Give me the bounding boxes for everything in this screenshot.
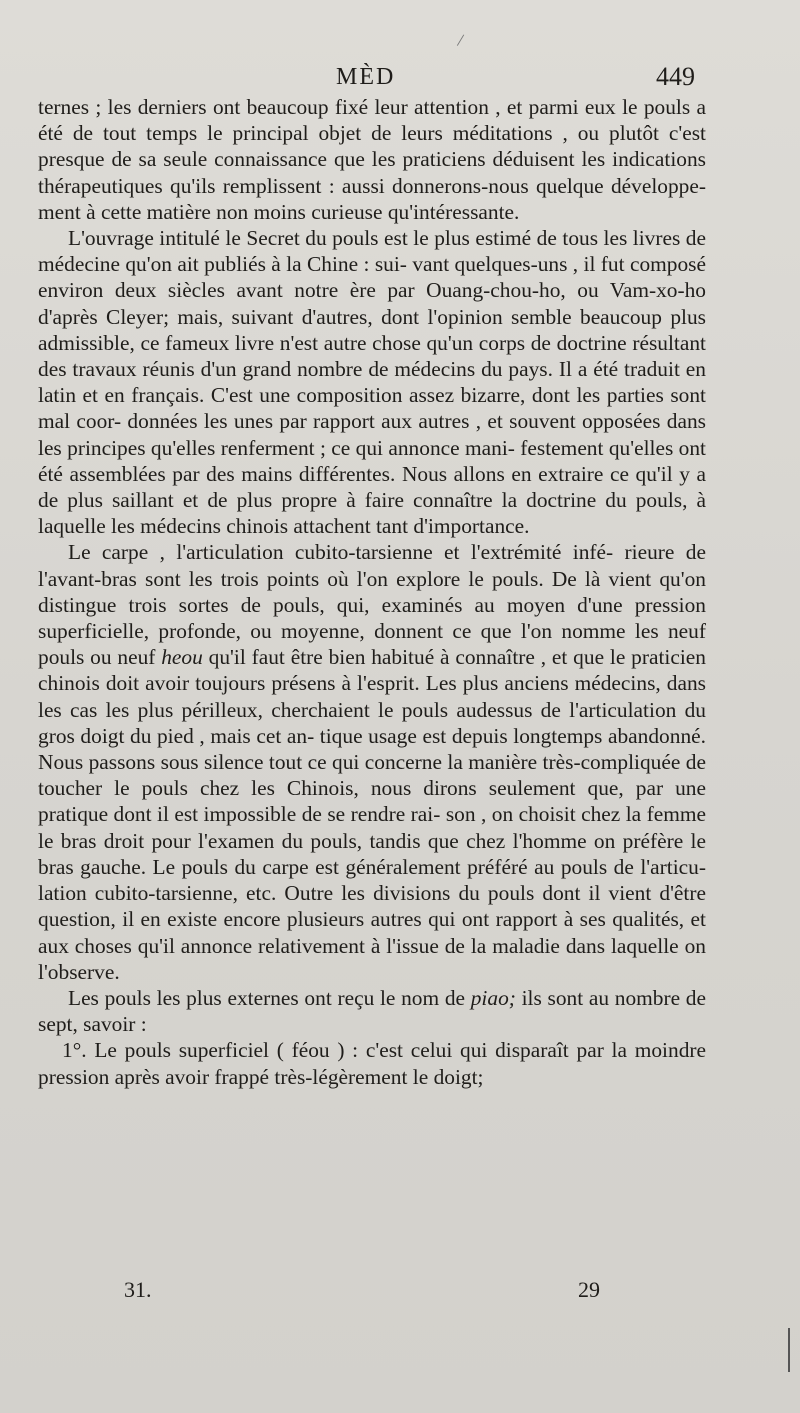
text-line: que les praticiens déduisent les indications thérapeutiques	[38, 147, 706, 198]
text-line: doctrine résultant des travaux réunis d'un grand nombre de	[38, 330, 706, 382]
page-edge-line	[788, 1328, 790, 1372]
italic-term-heou: heou	[161, 645, 203, 670]
text-line: de toucher le pouls chez les Chinois, nous dirons seulement	[38, 750, 706, 801]
text-line: Nous allons en extraire ce qu'il y a de plus saillant et de plus	[38, 461, 707, 513]
running-title: MÈD	[336, 64, 396, 90]
main-text	[38, 94, 706, 1090]
text-line: que, par une pratique dont il est impossible de se rendre rai-	[38, 776, 706, 827]
text-line: chinois doit avoir toujours présens à l'esprit. Les plus anciens	[38, 671, 569, 696]
text-line: ternes ; les derniers ont beaucoup fixé leur attention , et parmi	[38, 95, 579, 119]
text-line: qu'il faut être bien habitué à connaître , et que le praticien	[202, 645, 706, 670]
text-line: pouls, tandis que chez l'homme on préfère le bras gauche. Le	[38, 828, 706, 879]
text-line: ment à cette matière non moins curieuse qu'intéressante.	[38, 199, 520, 224]
text-line: il vient d'être question, il en existe encore plusieurs autres	[38, 881, 706, 932]
text-line: une composition assez bizarre, dont les parties sont mal coor-	[38, 383, 706, 434]
text-line: audessus de l'articulation du gros doigt du pied , mais cet an-	[38, 697, 706, 748]
sheet-number: 29	[578, 1277, 600, 1302]
text-line: L'ouvrage intitulé le Secret du pouls est le plus estimé de	[68, 226, 557, 251]
text-line: Les pouls les plus externes ont reçu le nom de	[68, 985, 471, 1010]
page-number: 449	[656, 62, 695, 91]
text-line: médecins, dans les cas les plus périlleux, cherchaient le pouls	[38, 671, 706, 722]
text-line: données les unes par rapport aux autres , et souvent opposées	[127, 409, 661, 434]
page-footer	[0, 1277, 800, 1311]
text-line: sous silence tout ce qui concerne la manière très-compliquée	[160, 750, 681, 775]
text-line: examinés au moyen d'une pression superficielle, profonde, ou	[38, 592, 706, 644]
text-line: admissible, ce fameux livre n'est autre chose qu'un corps de	[38, 330, 551, 355]
text-line: lation cubito-tarsienne, etc. Outre les divisions du pouls dont	[38, 881, 581, 906]
text-line: pouls du carpe est généralement préféré au pouls de l'articu-	[181, 854, 706, 879]
paragraph-1	[38, 94, 706, 225]
text-line: tique usage est depuis longtemps abandonné. Nous passons	[38, 723, 706, 775]
text-line: médecins du pays. Il a été traduit en latin et en français. C'est	[38, 357, 706, 408]
pencil-mark: /	[456, 29, 466, 51]
text-line: pouls. De là vient qu'on distingue trois sortes de pouls, qui,	[38, 566, 706, 617]
text-line: notre ère par Ouang-chou-ho, ou Vam-xo-ho d'après Cleyer;	[38, 278, 706, 329]
text-line: mais, suivant d'autres, dont l'opinion semble beaucoup plus	[177, 304, 706, 329]
paragraph-4	[38, 985, 706, 1037]
text-line: qu'ils remplissent : aussi donnerons-nous quelque développe-	[170, 173, 706, 198]
text-line: qui ont rapport à ses qualités, et aux choses qu'il annonce	[38, 907, 706, 958]
text-line: ils	[515, 985, 542, 1010]
text-line: son , on choisit chez la femme le bras droit pour l'examen du	[38, 802, 706, 853]
text-line: méditations , ou plutôt c'est presque de sa seule connaissance	[38, 121, 706, 172]
text-line: doigt;	[433, 1064, 484, 1089]
text-line: tous les livres de médecine qu'on ait publiés à la Chine : sui-	[38, 226, 706, 277]
text-line: rieure de l'avant-bras sont les trois points où l'on explore le	[38, 540, 706, 591]
text-line: Le carpe , l'articulation cubito-tarsienne et l'extrémité infé-	[68, 540, 614, 565]
italic-term-piao: piao;	[470, 985, 516, 1010]
text-line: par la moindre pression après avoir frappé très-légèrement le	[38, 1038, 707, 1089]
text-line: relativement à l'issue de la maladie dans laquelle on l'observe.	[38, 933, 706, 984]
text-line: médecins chinois attachent tant d'importance.	[140, 514, 530, 539]
text-line: festement qu'elles ont été assemblées par des mains différentes.	[38, 435, 706, 486]
paragraph-5	[38, 1037, 706, 1089]
text-line: vant quelques-uns , il fut composé environ deux siècles avant	[38, 252, 706, 303]
text-line: sont au nombre de sept, savoir :	[38, 985, 706, 1037]
paragraph-2	[38, 225, 706, 539]
text-line: 1°. Le pouls superficiel ( féou ) : c'est celui qui disparaît	[62, 1038, 569, 1063]
signature-mark: 31.	[124, 1277, 152, 1302]
running-head	[0, 58, 800, 98]
text-line: dans les principes qu'elles renferment ; ce qui annonce mani-	[38, 409, 706, 460]
text-line: moyenne, donnent ce que l'on nomme les neuf pouls ou neuf	[38, 619, 706, 670]
text-line: propre à faire connaître la doctrine du pouls, à laquelle les	[38, 488, 706, 539]
text-line: eux le pouls a été de tout temps le principal objet de leurs	[38, 95, 706, 146]
paragraph-3	[38, 539, 706, 984]
